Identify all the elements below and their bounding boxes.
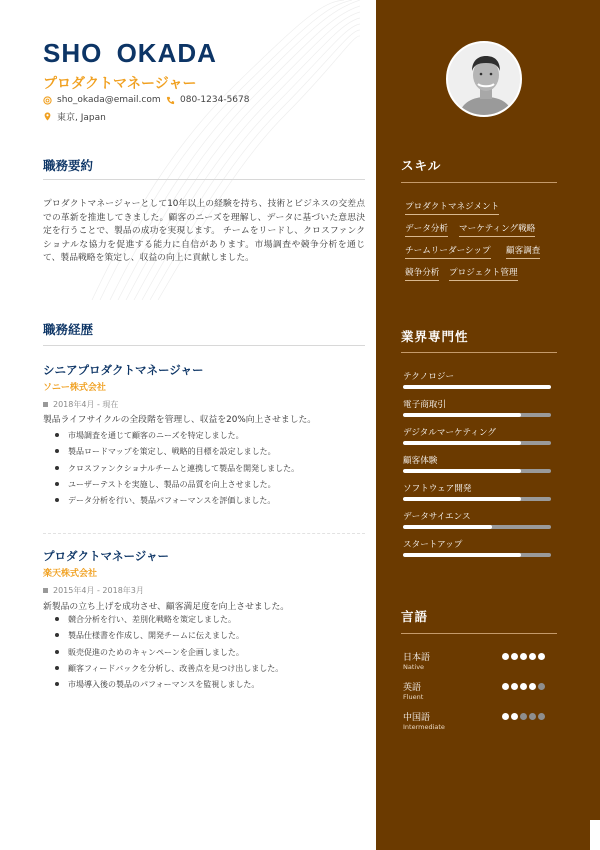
skill-tag: データ分析 — [405, 222, 448, 237]
language-level: Native — [403, 663, 425, 671]
location-pin-icon — [43, 112, 52, 121]
rating-dot-filled — [511, 713, 518, 720]
rating-dot-filled — [538, 653, 545, 660]
industry-level-bar — [403, 413, 551, 417]
industry-heading: 業界専門性 — [401, 329, 469, 344]
industry-level-bar — [403, 469, 551, 473]
summary-text: プロダクトマネージャーとして10年以上の経験を持ち、技術とビジネスの交差点での革新を推進してきました。顧客のニーズを理解し、データに基づいた意思決定を行うことで、製品の成功を実現します。 チームをリードし、クロスファンクショナルな協力を促進する能力に自信があります。市場調査や競争分析を通じて、製品戦略を策定し、収益の向上に貢献しました。 — [43, 199, 365, 264]
industry-label: 顧客体験 — [403, 456, 438, 466]
list-item: 顧客フィードバックを分析し、改善点を見つけ出しました。 — [55, 663, 283, 679]
job-2-company: 楽天株式会社 — [43, 569, 98, 579]
industry-label: デジタルマーケティング — [403, 428, 496, 438]
at-sign-icon — [43, 96, 52, 105]
avatar — [446, 41, 522, 117]
job-2-date-text: 2015年4月 - 2018年3月 — [53, 586, 144, 595]
location-text: 東京, Japan — [57, 113, 106, 123]
skill-tag: 顧客調査 — [506, 244, 540, 259]
language-name: 英語 — [403, 683, 422, 693]
experience-heading: 職務経歴 — [43, 322, 94, 337]
job-2-title: プロダクトマネージャー — [43, 549, 170, 563]
industry-level-fill — [403, 553, 521, 557]
list-item: 製品ロードマップを策定し、戦略的目標を設定しました。 — [55, 446, 299, 462]
industry-label: テクノロジー — [403, 372, 455, 382]
skills-heading: スキル — [401, 158, 442, 173]
list-item: 市場調査を通じて顧客のニーズを特定しました。 — [55, 430, 299, 446]
industry-level-bar — [403, 441, 551, 445]
skill-tag: プロダクトマネジメント — [405, 200, 499, 215]
industry-label: データサイエンス — [403, 512, 471, 522]
summary-heading: 職務要約 — [43, 158, 94, 173]
industry-label: ソフトウェア開発 — [403, 484, 472, 494]
experience-divider — [43, 345, 365, 346]
language-name: 中国語 — [403, 713, 431, 723]
rating-dot-filled — [520, 683, 527, 690]
skills-divider — [401, 182, 557, 183]
phone-icon — [166, 96, 175, 105]
list-item: 製品仕様書を作成し、開発チームに伝えました。 — [55, 630, 283, 646]
skill-tag: 競争分析 — [405, 266, 439, 281]
industry-divider — [401, 352, 557, 353]
contact-location — [43, 110, 106, 123]
languages-heading: 言語 — [401, 609, 429, 624]
list-item: ユーザーテストを実施し、製品の品質を向上させました。 — [55, 479, 299, 495]
rating-dot-filled — [502, 683, 509, 690]
industry-level-fill — [403, 525, 492, 529]
skill-tag: プロジェクト管理 — [449, 266, 518, 281]
list-item: クロスファンクショナルチームと連携して製品を開発しました。 — [55, 463, 299, 479]
job-2-description: 新製品の立ち上げを成功させ、顧客満足度を向上させました。 — [43, 602, 290, 612]
language-rating — [502, 683, 545, 690]
summary-divider — [43, 179, 365, 180]
job-1-description: 製品ライフサイクルの全段階を管理し、収益を20%向上させました。 — [43, 415, 317, 425]
page-edge — [590, 820, 600, 850]
industry-level-fill — [403, 413, 521, 417]
rating-dot-filled — [502, 713, 509, 720]
job-1-bullets — [55, 430, 299, 511]
rating-dot-filled — [529, 683, 536, 690]
industry-level-bar — [403, 553, 551, 557]
rating-dot-empty — [520, 713, 527, 720]
rating-dot-filled — [511, 653, 518, 660]
rating-dot-empty — [529, 713, 536, 720]
rating-dot-filled — [529, 653, 536, 660]
languages-divider — [401, 633, 557, 634]
industry-level-fill — [403, 469, 521, 473]
job-separator — [43, 533, 365, 534]
job-2-date — [43, 585, 144, 596]
industry-level-fill — [403, 385, 551, 389]
job-1-company: ソニー株式会社 — [43, 383, 106, 393]
skill-tag: マーケティング戦略 — [459, 222, 535, 237]
language-level: Intermediate — [403, 723, 445, 731]
email-text: sho_okada@email.com — [57, 95, 161, 105]
contact-phone[interactable] — [166, 95, 249, 105]
job-1-date-text: 2018年4月 - 現在 — [53, 400, 119, 409]
list-item: 競合分析を行い、差別化戦略を策定しました。 — [55, 614, 283, 630]
list-item: データ分析を行い、製品パフォーマンスを評価しました。 — [55, 495, 299, 511]
calendar-icon — [43, 402, 48, 407]
skill-tag: チームリーダーシップ — [405, 244, 491, 259]
rating-dot-filled — [502, 653, 509, 660]
phone-text: 080-1234-5678 — [180, 95, 250, 105]
language-rating — [502, 713, 545, 720]
contact-email[interactable] — [43, 95, 161, 105]
list-item: 市場導入後の製品のパフォーマンスを監視しました。 — [55, 679, 283, 695]
industry-level-bar — [403, 525, 551, 529]
rating-dot-empty — [538, 683, 545, 690]
job-title-heading: プロダクトマネージャー — [43, 76, 197, 92]
candidate-name: SHO OKADA — [43, 38, 217, 68]
industry-level-bar — [403, 497, 551, 501]
job-2-bullets — [55, 614, 283, 695]
list-item: 販売促進のためのキャンペーンを企画しました。 — [55, 647, 283, 663]
industry-label: スタートアップ — [403, 540, 463, 550]
job-1-date — [43, 399, 118, 410]
industry-level-bar — [403, 385, 551, 389]
industry-level-fill — [403, 497, 521, 501]
language-level: Fluent — [403, 693, 424, 701]
industry-label: 電子商取引 — [403, 400, 446, 410]
language-name: 日本語 — [403, 653, 431, 663]
language-rating — [502, 653, 545, 660]
rating-dot-filled — [511, 683, 518, 690]
job-1-title: シニアプロダクトマネージャー — [43, 363, 204, 377]
industry-level-fill — [403, 441, 521, 445]
rating-dot-empty — [538, 713, 545, 720]
calendar-icon — [43, 588, 48, 593]
rating-dot-filled — [520, 653, 527, 660]
